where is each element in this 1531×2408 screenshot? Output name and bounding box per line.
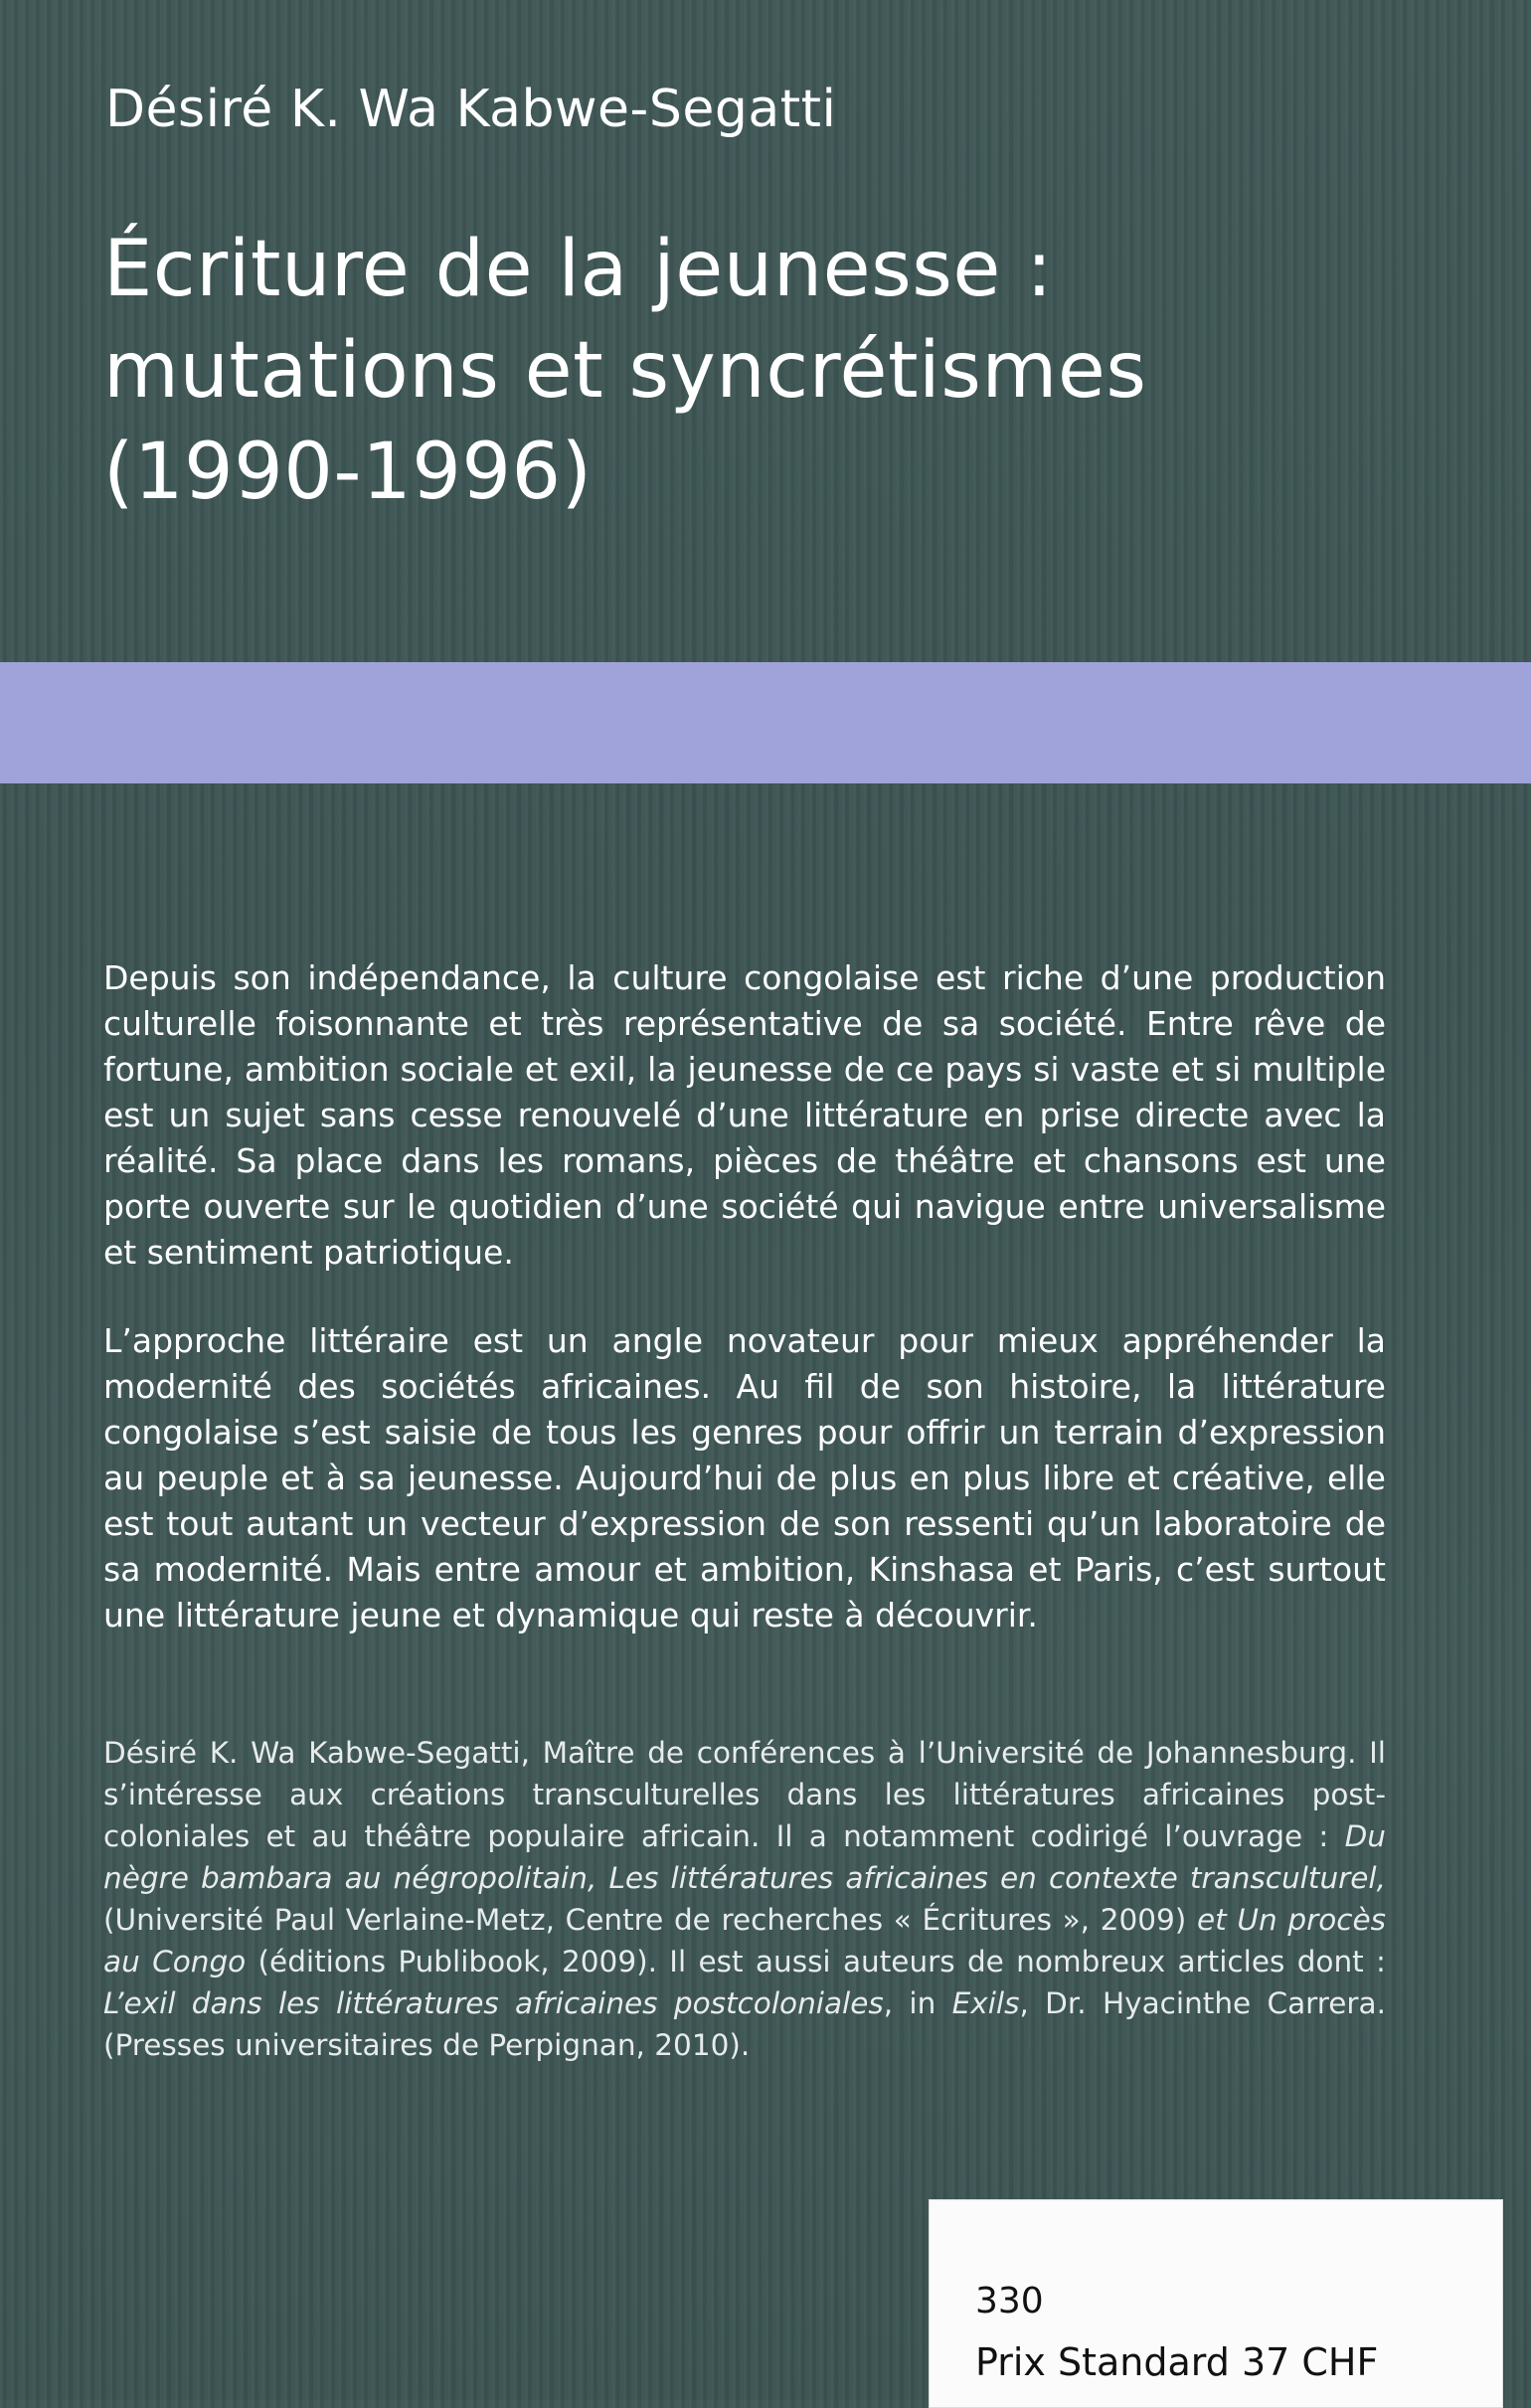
bio-book-1-publisher: (Université Paul Verlaine-Metz, Centre de recherches « Écritures », 2009) xyxy=(103,1903,1197,1937)
title-line-2: mutations et syncrétismes xyxy=(103,326,1147,416)
bio-outro: , Dr. Hyacinthe Carrera. (Presses universitaires de Perpignan, 2010). xyxy=(103,1986,1386,2062)
title-line-1: Écriture de la jeunesse : xyxy=(103,225,1053,314)
book-title xyxy=(103,219,1396,523)
bio-book-2: et Un procès au Congo xyxy=(103,1903,1386,1978)
bio-book-1: Du nègre bambara au négropolitain, Les littératures africaines en contexte transculturel, xyxy=(103,1819,1386,1895)
bio-in: , in xyxy=(883,1986,952,2020)
price-sticker xyxy=(929,2199,1503,2408)
title-line-3: (1990-1996) xyxy=(103,428,593,517)
bio-intro: Désiré K. Wa Kabwe-Segatti, Maître de conférences à l’Université de Johannesburg. Il s’intéresse aux créations transculturelles dans les littératures africaines post-coloniales et au théâtre populaire africain. Il a notamment codirigé l’ouvrage : xyxy=(103,1736,1386,1853)
author-name: Désiré K. Wa Kabwe-Segatti xyxy=(105,80,837,139)
blurb-paragraph-1: Depuis son indépendance, la culture congolaise est riche d’une production culturelle foisonnante et très représentative de sa société. Entre rêve de fortune, ambition sociale et exil, la jeunesse de ce pays si vaste et si multiple est un sujet sans cesse renouvelé d’une littérature en prise directe avec la réalité. Sa place dans les romans, pièces de théâtre et chansons est une porte ouverte sur le quotidien d’une société qui navigue entre universalisme et sentiment patriotique. xyxy=(103,958,1386,1272)
bio-collection: Exils xyxy=(951,1986,1020,2020)
sticker-price: Prix Standard 37 CHF xyxy=(975,2340,1379,2384)
author-bio xyxy=(103,1732,1386,2066)
lavender-band xyxy=(0,662,1531,783)
bio-article: L’exil dans les littératures africaines postcoloniales xyxy=(103,1986,884,2020)
blurb-paragraph-2: L’approche littéraire est un angle novateur pour mieux appréhender la modernité des sociétés africaines. Au fil de son histoire, la littérature congolaise s’est saisie de tous les genres pour offrir un terrain d’expression au peuple et à sa jeunesse. Aujourd’hui de plus en plus libre et créative, elle est tout autant un vecteur d’expression de son ressenti qu’un laboratoire de sa modernité. Mais entre amour et ambition, Kinshasa et Paris, c’est surtout une littérature jeune et dynamique qui reste à découvrir. xyxy=(103,1321,1386,1634)
bio-book-2-publisher: (éditions Publibook, 2009). Il est aussi auteurs de nombreux articles dont : xyxy=(246,1945,1386,1978)
sticker-number: 330 xyxy=(975,2281,1044,2322)
